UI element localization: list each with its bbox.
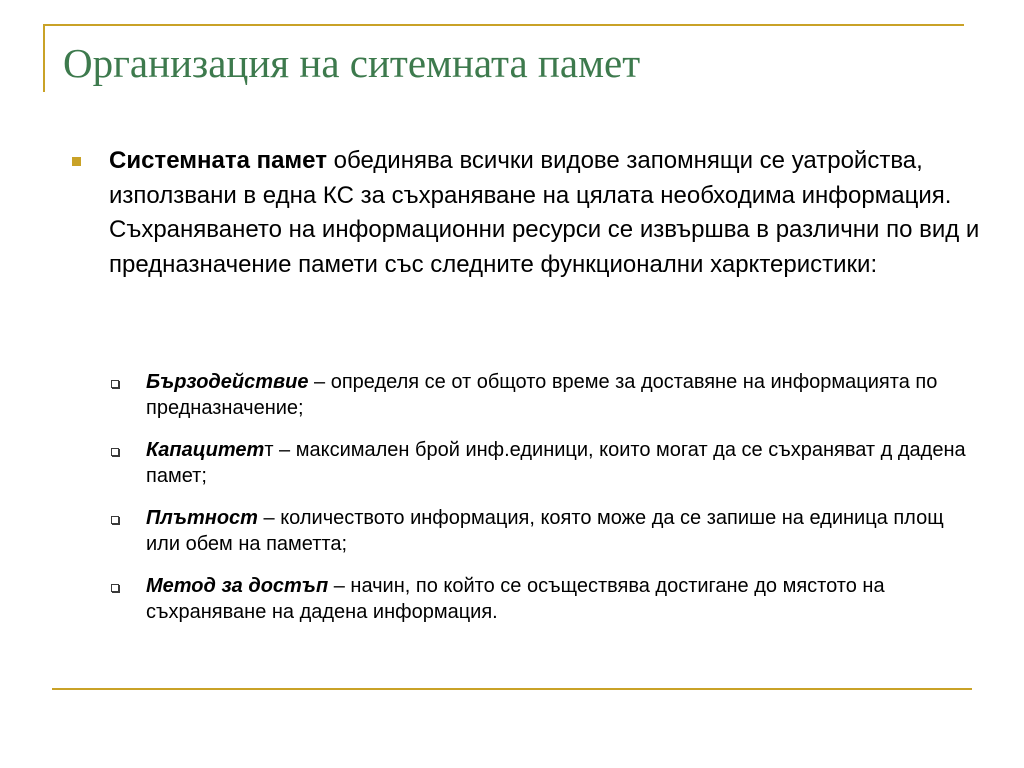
description-capacity: – максимален брой инф.единици, които могат да се съхраняват д дадена памет; <box>146 439 966 487</box>
title-frame-left-line <box>43 24 45 92</box>
hollow-square-bullet-icon <box>111 584 119 592</box>
list-item-access-method <box>109 573 969 625</box>
term-speed: Бързодействие <box>146 371 309 393</box>
main-bullet-lead: Системната памет <box>109 147 327 174</box>
main-bullet-text <box>109 144 989 282</box>
description-density: – количеството информация, която може да се запише на единица площ или обем на паметта; <box>146 507 944 555</box>
hollow-square-bullet-icon <box>111 448 119 456</box>
hollow-square-bullet-icon <box>111 380 119 388</box>
main-bullet-body: обединява всички видове запомнящи се уатройства, използвани в една КС за съхраняване на цялата необходима информация. Съхраняването на информационни ресурси се извършва в различни по вид и предназначение памети със следните функционални харктеристики: <box>109 147 980 278</box>
term-density: Плътност <box>146 507 258 529</box>
list-item-capacity <box>109 437 969 489</box>
term-tail-capacity: т <box>264 439 274 461</box>
hollow-square-bullet-icon <box>111 516 119 524</box>
slide-title: Организация на ситемната памет <box>63 40 641 86</box>
description-access-method: – начин, по който се осъществява достигане до мястото на съхраняване на дадена информация. <box>146 575 885 623</box>
characteristics-list <box>109 369 969 641</box>
title-frame-top-line <box>43 24 964 26</box>
list-item-density <box>109 505 969 557</box>
term-access-method: Метод за достъп <box>146 575 329 597</box>
term-capacity: Капацитет <box>146 439 265 461</box>
square-bullet-icon <box>72 157 81 166</box>
list-item-speed <box>109 369 969 421</box>
description-speed: – определя се от общото време за доставяне на информацията по предназначение; <box>146 371 938 419</box>
footer-line <box>52 688 972 690</box>
